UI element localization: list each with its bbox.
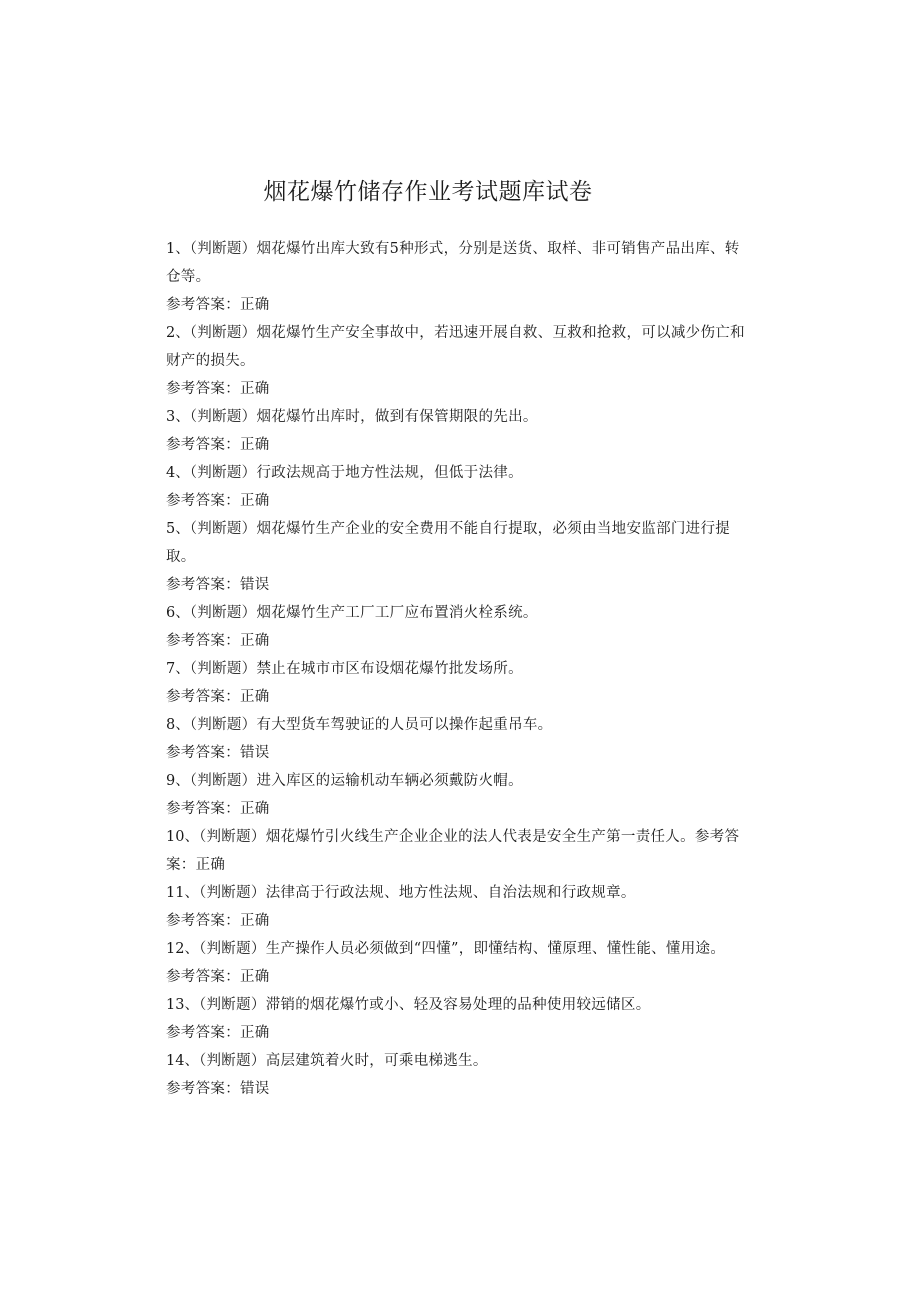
question-item xyxy=(166,515,751,571)
answer-value: 错误 xyxy=(240,745,270,761)
question-number: 2、 xyxy=(166,325,190,341)
question-number: 11、 xyxy=(166,885,199,901)
question-text: （判断题）有大型货车驾驶证的人员可以操作起重吊车。 xyxy=(189,717,553,733)
answer-prefix: 参考答案： xyxy=(166,745,240,761)
answer-value: 正确 xyxy=(240,969,270,985)
question-text: （判断题）烟花爆竹生产企业的安全费用不能自行提取，必须由当地安监部门进行提取。 xyxy=(166,521,731,565)
question-text: （判断题）烟花爆竹出库大致有5种形式，分别是送货、取样、非可销售产品出库、转仓等。 xyxy=(166,241,740,285)
question-text: （判断题）烟花爆竹出库时，做到有保管期限的先出。 xyxy=(189,409,538,425)
question-number: 10、 xyxy=(166,829,199,845)
answer-line xyxy=(166,1019,751,1047)
answer-line xyxy=(166,431,751,459)
question-text: （判断题）进入库区的运输机动车辆必须戴防火帽。 xyxy=(189,773,523,789)
answer-value: 错误 xyxy=(240,1081,270,1097)
question-text: （判断题）行政法规高于地方性法规，但低于法律。 xyxy=(189,465,523,481)
answer-prefix: 参考答案： xyxy=(166,969,240,985)
question-item xyxy=(166,459,751,487)
answer-value: 正确 xyxy=(240,297,270,313)
answer-value: 正确 xyxy=(240,689,270,705)
answer-prefix: 参考答案： xyxy=(166,801,240,817)
answer-line xyxy=(166,1075,751,1103)
answer-value: 正确 xyxy=(240,381,270,397)
answer-prefix: 参考答案： xyxy=(166,493,240,509)
question-number: 8、 xyxy=(166,717,190,733)
question-item xyxy=(166,991,751,1019)
question-number: 14、 xyxy=(166,1053,199,1069)
question-item xyxy=(166,935,751,963)
question-item xyxy=(166,767,751,795)
question-item xyxy=(166,655,751,683)
question-item xyxy=(166,403,751,431)
answer-value: 正确 xyxy=(240,913,270,929)
answer-value: 正确 xyxy=(240,1025,270,1041)
question-number: 12、 xyxy=(166,941,199,957)
question-item xyxy=(166,879,751,907)
question-item xyxy=(166,599,751,627)
answer-prefix: 参考答案： xyxy=(166,913,240,929)
answer-line xyxy=(166,291,751,319)
answer-value: 错误 xyxy=(240,577,270,593)
question-text: （判断题）烟花爆竹生产工厂工厂应布置消火栓系统。 xyxy=(189,605,538,621)
question-item xyxy=(166,1047,751,1075)
question-item xyxy=(166,235,751,291)
question-list xyxy=(166,235,751,1103)
answer-line xyxy=(166,487,751,515)
answer-line xyxy=(166,907,751,935)
question-number: 9、 xyxy=(166,773,190,789)
answer-prefix: 参考答案： xyxy=(166,297,240,313)
question-number: 13、 xyxy=(166,997,199,1013)
question-number: 7、 xyxy=(166,661,190,677)
document-title: 烟花爆竹储存作业考试题库试卷 xyxy=(263,179,593,205)
answer-value: 正确 xyxy=(240,437,270,453)
answer-line xyxy=(166,627,751,655)
question-text: （判断题）烟花爆竹引火线生产企业企业的法人代表是安全生产第一责任人。参考答案：正确 xyxy=(166,829,740,873)
question-text: （判断题）高层建筑着火时，可乘电梯逃生。 xyxy=(198,1053,488,1069)
answer-line xyxy=(166,571,751,599)
question-item xyxy=(166,823,751,879)
answer-value: 正确 xyxy=(240,493,270,509)
answer-line xyxy=(166,683,751,711)
answer-prefix: 参考答案： xyxy=(166,381,240,397)
answer-prefix: 参考答案： xyxy=(166,437,240,453)
answer-prefix: 参考答案： xyxy=(166,577,240,593)
answer-line xyxy=(166,375,751,403)
answer-prefix: 参考答案： xyxy=(166,1025,240,1041)
question-number: 1、 xyxy=(166,241,190,257)
answer-prefix: 参考答案： xyxy=(166,689,240,705)
answer-prefix: 参考答案： xyxy=(166,1081,240,1097)
answer-value: 正确 xyxy=(240,801,270,817)
question-text: （判断题）生产操作人员必须做到“四懂”，即懂结构、懂原理、懂性能、懂用途。 xyxy=(198,941,726,957)
question-number: 4、 xyxy=(166,465,190,481)
answer-value: 正确 xyxy=(240,633,270,649)
question-text: （判断题）滞销的烟花爆竹或小、轻及容易处理的品种使用较远储区。 xyxy=(198,997,651,1013)
answer-prefix: 参考答案： xyxy=(166,633,240,649)
question-text: （判断题）法律高于行政法规、地方性法规、自治法规和行政规章。 xyxy=(198,885,636,901)
answer-line xyxy=(166,795,751,823)
answer-line xyxy=(166,963,751,991)
question-number: 6、 xyxy=(166,605,190,621)
question-text: （判断题）烟花爆竹生产安全事故中，若迅速开展自救、互救和抢救，可以减少伤亡和财产的损失。 xyxy=(166,325,745,369)
answer-line xyxy=(166,739,751,767)
question-text: （判断题）禁止在城市市区布设烟花爆竹批发场所。 xyxy=(189,661,523,677)
question-number: 3、 xyxy=(166,409,190,425)
question-number: 5、 xyxy=(166,521,190,537)
question-item xyxy=(166,711,751,739)
question-item xyxy=(166,319,751,375)
